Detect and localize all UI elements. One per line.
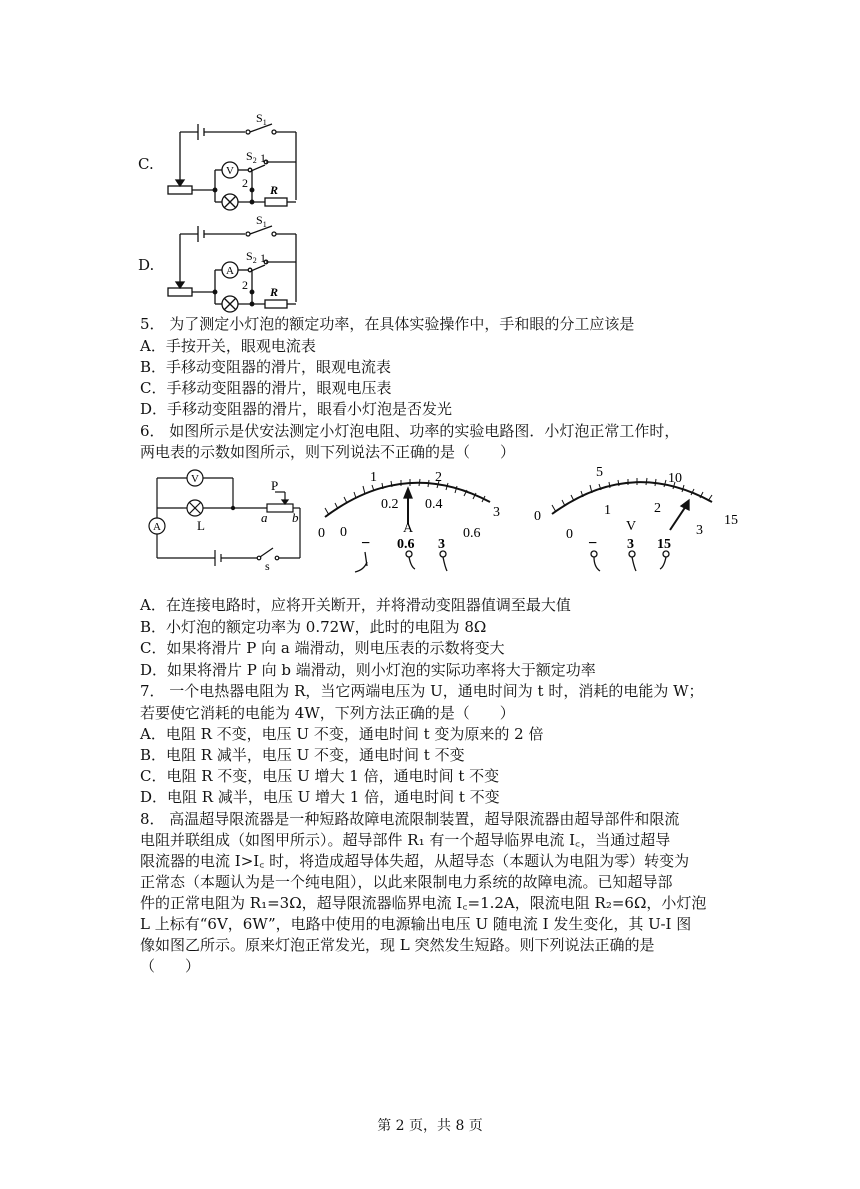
voltmeter-inner-0: 0 xyxy=(566,527,573,542)
s1-label: $S_1$ xyxy=(256,213,267,229)
q5-stem: 5． 为了测定小灯泡的额定功率，在具体实验操作中，手和眼的分工应该是 xyxy=(140,315,635,333)
voltmeter-scale-0: 0 xyxy=(534,509,541,524)
s2-label: $S_2$ xyxy=(246,249,257,265)
q7-option-b: B．电阻 R 减半，电压 U 不变，通电时间 t 不变 xyxy=(140,746,465,764)
voltmeter-inner-3: 3 xyxy=(696,523,703,538)
pos1-label: 1 xyxy=(260,251,266,265)
ammeter-inner-0.4: 0.4 xyxy=(425,497,443,512)
r-label: R xyxy=(270,285,279,299)
ammeter-inner-0.6: 0.6 xyxy=(463,526,481,541)
q8-line2: 电阻并联组成（如图甲所示）。超导部件 R₁ 有一个超导临界电流 I꜀，当通过超导 xyxy=(140,831,671,849)
end-b-label: b xyxy=(292,510,299,525)
ammeter-symbol: A xyxy=(153,521,161,533)
q8-line8: （ ） xyxy=(140,957,201,975)
q5-option-c: C．手移动变阻器的滑片，眼观电压表 xyxy=(140,379,392,397)
q6-option-d: D．如果将滑片 P 向 b 端滑动，则小灯泡的实际功率将大于额定功率 xyxy=(140,661,596,679)
ammeter-unit: A xyxy=(403,521,414,536)
ammeter-scale-0: 0 xyxy=(318,526,325,541)
q7-option-a: A．电阻 R 不变，电压 U 不变，通电时间 t 变为原来的 2 倍 xyxy=(140,725,544,743)
q5-option-b: B．手移动变阻器的滑片，眼观电流表 xyxy=(140,358,392,376)
q5-option-d: D．手移动变阻器的滑片，眼看小灯泡是否发光 xyxy=(140,400,453,418)
ammeter-terminal-3: 3 xyxy=(438,537,445,552)
r-label: R xyxy=(270,183,279,197)
q6-option-c: C．如果将滑片 P 向 a 端滑动，则电压表的示数将变大 xyxy=(140,639,505,657)
voltmeter-unit: V xyxy=(626,519,637,534)
voltmeter-inner-1: 1 xyxy=(604,503,611,518)
option-c-label: C. xyxy=(138,155,154,173)
circuit-diagram-d xyxy=(160,212,360,312)
voltmeter-terminal-neg: − xyxy=(588,535,598,552)
pos1-label: 1 xyxy=(260,151,266,165)
voltmeter-inner-2: 2 xyxy=(654,501,661,516)
q6-option-a: A．在连接电路时，应将开关断开，并将滑动变阻器值调至最大值 xyxy=(140,596,571,614)
pos2-label: 2 xyxy=(242,176,248,190)
q7-stem-line2: 若要使它消耗的电能为 4W，下列方法正确的是（ ） xyxy=(140,704,515,722)
slider-p-label: P xyxy=(271,478,279,493)
end-a-label: a xyxy=(261,510,268,525)
voltmeter-scale-15: 15 xyxy=(724,513,738,528)
q6-stem-line2: 两电表的示数如图所示，则下列说法不正确的是（ ） xyxy=(140,443,516,461)
q7-option-d: D．电阻 R 减半，电压 U 增大 1 倍，通电时间 t 不变 xyxy=(140,788,500,806)
ammeter-inner-0: 0 xyxy=(340,525,347,540)
voltmeter-scale-10: 10 xyxy=(668,471,682,486)
voltmeter-terminal-3: 3 xyxy=(627,537,634,552)
s1-label: $S_1$ xyxy=(256,111,267,127)
q8-line7: 像如图乙所示。原来灯泡正常发光，现 L 突然发生短路。则下列说法正确的是 xyxy=(140,936,655,954)
lamp-label: L xyxy=(197,518,205,533)
pos2-label: 2 xyxy=(242,278,248,292)
ammeter-scale-2: 2 xyxy=(435,470,442,485)
ammeter-terminal-0.6: 0.6 xyxy=(397,537,415,552)
q8-line1: 8． 高温超导限流器是一种短路故障电流限制装置，超导限流器由超导部件和限流 xyxy=(140,810,680,828)
q8-line3: 限流器的电流 I>I꜀ 时，将造成超导体失超，从超导态（本题认为电阻为零）转变为 xyxy=(140,852,690,870)
s2-label: $S_2$ xyxy=(246,149,257,165)
q5-option-a: A．手按开关，眼观电流表 xyxy=(140,337,316,355)
ammeter-terminal-neg: − xyxy=(361,535,371,552)
voltmeter-dial xyxy=(530,462,750,577)
q7-stem-line1: 7． 一个电热器电阻为 R，当它两端电压为 U，通电时间为 t 时，消耗的电能为 W； xyxy=(140,682,704,700)
q6-stem-line1: 6． 如图所示是伏安法测定小灯泡电阻、功率的实验电路图．小灯泡正常工作时， xyxy=(140,422,680,440)
ammeter-scale-1: 1 xyxy=(370,470,377,485)
q7-option-c: C．电阻 R 不变，电压 U 增大 1 倍，通电时间 t 不变 xyxy=(140,767,500,785)
switch-s-label: s xyxy=(265,559,270,573)
q8-line4: 正常态（本题认为是一个纯电阻），以此来限制电力系统的故障电流。已知超导部 xyxy=(140,873,673,891)
voltmeter-terminal-15: 15 xyxy=(657,537,671,552)
voltmeter-scale-5: 5 xyxy=(596,465,603,480)
ammeter-inner-0.2: 0.2 xyxy=(381,497,399,512)
option-d-label: D. xyxy=(138,256,155,274)
page-footer: 第 2 页，共 8 页 xyxy=(377,1118,483,1134)
q8-line5: 件的正常电阻为 R₁=3Ω，超导限流器临界电流 I꜀=1.2A，限流电阻 R₂=6Ω，小灯泡 xyxy=(140,894,707,912)
voltmeter-symbol: V xyxy=(226,165,234,177)
circuit-diagram-c xyxy=(160,110,360,210)
ammeter-symbol: A xyxy=(226,265,234,277)
figure6-circuit xyxy=(145,468,305,578)
ammeter-scale-3: 3 xyxy=(493,505,500,520)
ammeter-dial xyxy=(305,462,515,577)
voltmeter-symbol: V xyxy=(191,473,199,485)
q8-line6: L 上标有“6V，6W”，电路中使用的电源输出电压 U 随电流 I 发生变化，其 U-I 图 xyxy=(140,915,692,933)
q6-option-b: B．小灯泡的额定功率为 0.72W，此时的电阻为 8Ω xyxy=(140,618,487,636)
